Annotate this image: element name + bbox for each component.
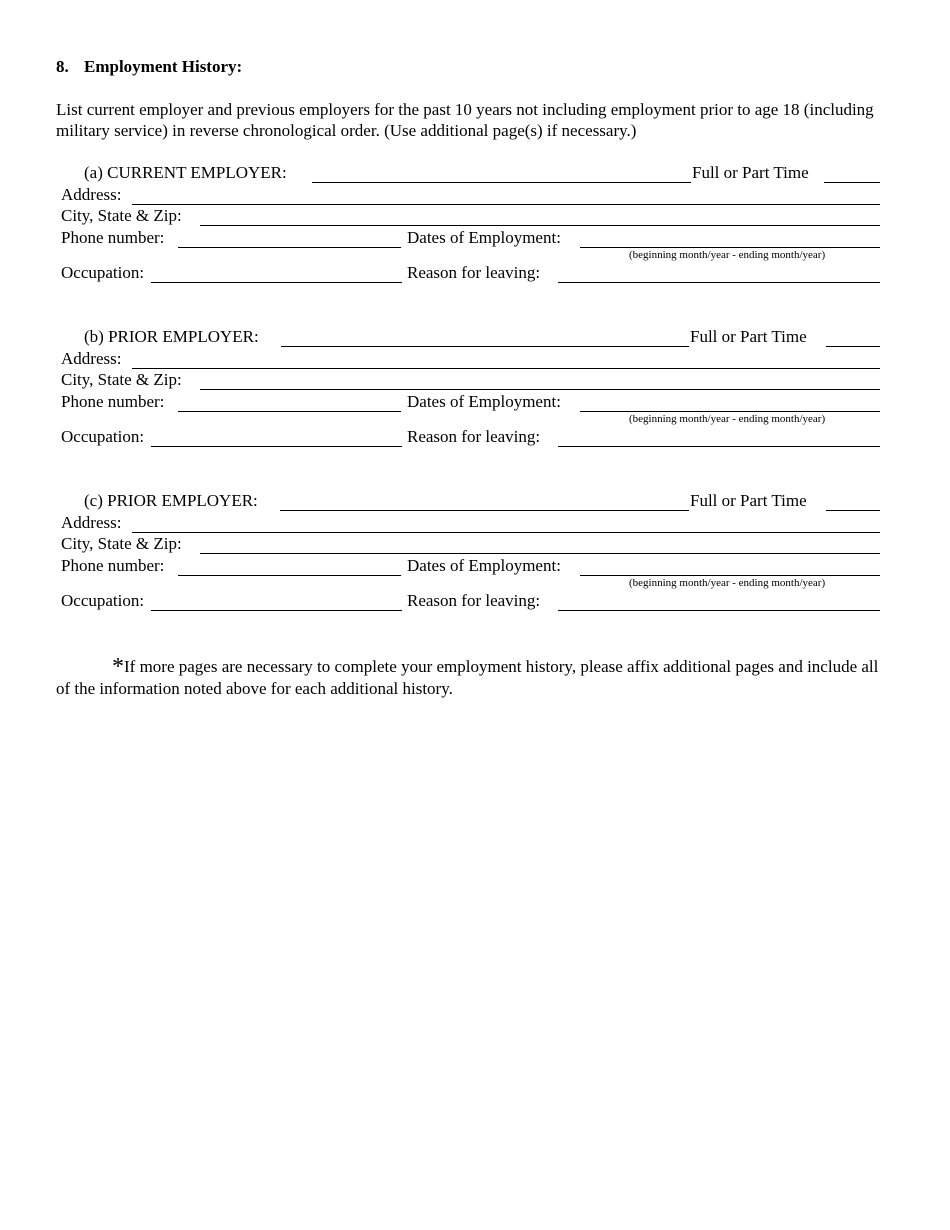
- instructions-text: List current employer and previous employers for the past 10 years not including employment prior to age 18 (including military service) in reverse chronological order. (Use additional page(s) if necessary.): [56, 100, 874, 140]
- employer-a-city-field[interactable]: [200, 225, 880, 226]
- employer-c-full-part-label: Full or Part Time: [690, 491, 807, 510]
- asterisk-marker: *: [112, 654, 124, 680]
- employer-b-address-label: Address:: [61, 349, 122, 368]
- employer-b-title: (b) PRIOR EMPLOYER:: [84, 327, 259, 346]
- employer-b-section: [0, 327, 950, 467]
- additional-pages-note-text: If more pages are necessary to complete your employment history, please affix additional pages and include all of the information noted above for each additional history.: [56, 657, 879, 698]
- employer-c-city-label: City, State & Zip:: [61, 534, 182, 553]
- employer-b-address-field[interactable]: [132, 368, 880, 369]
- employer-b-reason-label: Reason for leaving:: [407, 427, 541, 446]
- employer-c-dates-label: Dates of Employment:: [407, 556, 561, 575]
- employer-a-address-label: Address:: [61, 185, 122, 204]
- employer-a-dates-hint: (beginning month/year - ending month/year): [629, 249, 826, 261]
- employer-a-dates-label: Dates of Employment:: [407, 228, 561, 247]
- employer-c-title: (c) PRIOR EMPLOYER:: [84, 491, 258, 510]
- section-title: Employment History:: [84, 57, 243, 76]
- employer-b-dates-label: Dates of Employment:: [407, 392, 561, 411]
- employer-a-name-field[interactable]: [312, 182, 691, 183]
- employer-a-full-part-label: Full or Part Time: [692, 163, 809, 182]
- employer-b-city-label: City, State & Zip:: [61, 370, 182, 389]
- employer-a-reason-field[interactable]: [558, 282, 880, 283]
- employer-a-city-label: City, State & Zip:: [61, 206, 182, 225]
- employer-a-section: [0, 163, 950, 303]
- employer-b-dates-field[interactable]: [580, 411, 880, 412]
- employer-c-address-label: Address:: [61, 513, 122, 532]
- employer-b-full-part-field[interactable]: [826, 346, 880, 347]
- employer-c-reason-field[interactable]: [558, 610, 880, 611]
- employer-b-occupation-field[interactable]: [151, 446, 402, 447]
- employer-b-phone-field[interactable]: [178, 411, 401, 412]
- employer-c-full-part-field[interactable]: [826, 510, 880, 511]
- employer-a-phone-label: Phone number:: [61, 228, 165, 247]
- employer-b-reason-field[interactable]: [558, 446, 880, 447]
- employer-a-title: (a) CURRENT EMPLOYER:: [84, 163, 287, 182]
- section-heading: [56, 57, 242, 77]
- additional-pages-note: [56, 656, 886, 700]
- employer-b-city-field[interactable]: [200, 389, 880, 390]
- employer-c-address-field[interactable]: [132, 532, 880, 533]
- employer-c-city-field[interactable]: [200, 553, 880, 554]
- section-number: 8.: [56, 57, 69, 76]
- employer-c-phone-field[interactable]: [178, 575, 401, 576]
- employer-a-occupation-field[interactable]: [151, 282, 402, 283]
- employer-c-phone-label: Phone number:: [61, 556, 165, 575]
- employer-a-address-field[interactable]: [132, 204, 880, 205]
- employer-b-dates-hint: (beginning month/year - ending month/year): [629, 413, 826, 425]
- employer-b-phone-label: Phone number:: [61, 392, 165, 411]
- employer-a-full-part-field[interactable]: [824, 182, 880, 183]
- employer-c-occupation-field[interactable]: [151, 610, 402, 611]
- employer-b-occupation-label: Occupation:: [61, 427, 145, 446]
- employer-a-reason-label: Reason for leaving:: [407, 263, 541, 282]
- employer-c-reason-label: Reason for leaving:: [407, 591, 541, 610]
- employer-c-name-field[interactable]: [280, 510, 689, 511]
- employer-a-dates-field[interactable]: [580, 247, 880, 248]
- employer-b-full-part-label: Full or Part Time: [690, 327, 807, 346]
- employer-c-dates-field[interactable]: [580, 575, 880, 576]
- employer-c-section: [0, 491, 950, 631]
- employer-a-occupation-label: Occupation:: [61, 263, 145, 282]
- employer-c-occupation-label: Occupation:: [61, 591, 145, 610]
- employer-b-name-field[interactable]: [281, 346, 689, 347]
- employer-a-phone-field[interactable]: [178, 247, 401, 248]
- employer-c-dates-hint: (beginning month/year - ending month/year): [629, 577, 826, 589]
